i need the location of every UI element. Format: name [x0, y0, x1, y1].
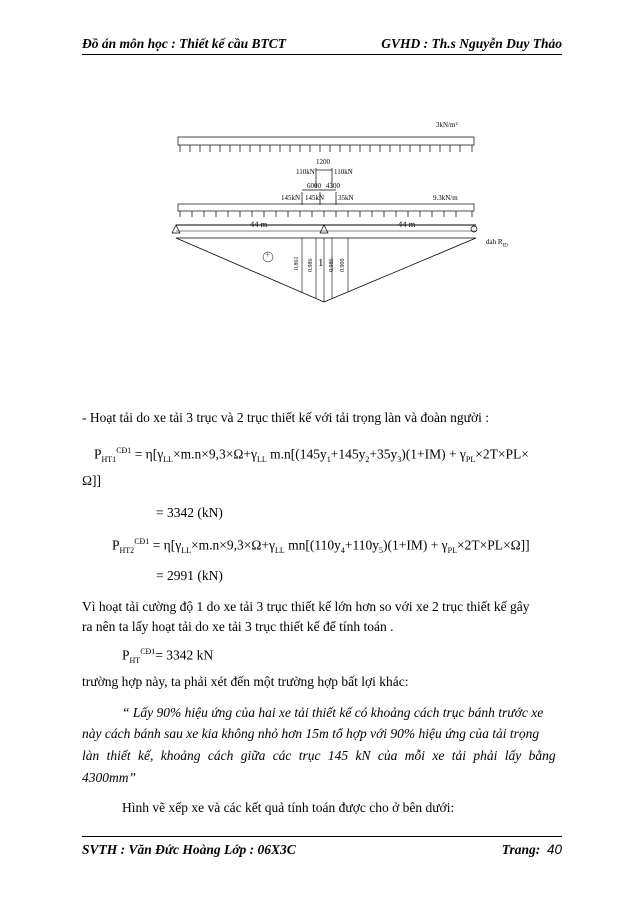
pedestrian-load-label: 3kN/m²: [436, 121, 458, 129]
result-p-ht2: = 2991 (kN): [156, 568, 223, 583]
ordinate-2-label: 0.986: [308, 258, 314, 272]
ordinate-5-label: 0.900: [340, 258, 346, 272]
influence-line-label: dah $R_{ID}$: [486, 238, 508, 249]
lane-load-arrows: [180, 211, 472, 217]
axle-35-label: 35kN: [338, 194, 354, 202]
intro-line: - Hoạt tải do xe tải 3 trục và 2 trục thiết kế với tải trọng làn và đoàn người :: [82, 410, 489, 425]
formula-p-ht: $P_{HT}^{CĐ1}= 3342$ kN: [122, 647, 214, 666]
quote-line-2: này cách bánh sau xe kia không nhỏ hơn 15m tổ hợp với 90% hiệu ứng của tải trọng: [82, 726, 540, 741]
middle-support: [320, 225, 328, 233]
paragraph-1-line-1: Vì hoạt tải cường độ 1 do xe tải 3 trục thiết kế lớn hơn so với xe 2 trục thiết kế gây: [82, 599, 530, 614]
formula-p-ht1-cont: Ω]]: [82, 473, 102, 488]
header-course-title: Đồ án môn học : Thiết kế cầu BTCT: [82, 36, 287, 51]
footer-student: SVTH : Văn Đức Hoàng Lớp : 06X3C: [82, 842, 296, 857]
quote-line-1: “ Lấy 90% hiệu ứng của hai xe tải thiết kế có khoảng cách trục bánh trước xe: [122, 705, 544, 720]
spacing-4300-label: 4300: [326, 182, 340, 190]
result-p-ht1: = 3342 (kN): [156, 505, 223, 520]
plus-sign: +: [265, 250, 271, 260]
tandem-right-label: 110kN: [334, 168, 353, 176]
page-number: 40: [546, 842, 562, 857]
figure-intro-line: Hình vẽ xếp xe và các kết quả tính toán được cho ở bên dưới:: [122, 800, 455, 815]
ordinate-4-label: 0.986: [329, 258, 335, 272]
header-instructor: GVHD : Th.s Nguyễn Duy Thảo: [381, 36, 562, 51]
left-support: [172, 225, 180, 233]
ordinate-3-label: 1: [318, 257, 324, 269]
lane-load-block: [178, 204, 474, 211]
span-left-label: 44 m: [250, 219, 268, 229]
influence-line: [176, 238, 476, 302]
axle-145b-label: 145kN: [305, 194, 325, 202]
quote-line-3: làn thiết kế, khoảng cách giữa các trục 145 kN của mỗi xe tải phải lấy bằng: [82, 748, 556, 763]
spacing-1200-label: 1200: [316, 158, 330, 166]
tandem-left-label: 110kN: [296, 168, 315, 176]
span-right-label: 44 m: [398, 219, 416, 229]
formula-p-ht1: $P_{HT1}^{CĐ1} = \eta[\gamma_{LL}\times m.n\times 9,3\times\Omega+\gamma_{LL}$ $m.n[(145y_1+145y_2+35y_3)(1+IM) + \gamma_{PL}\times 2T\times PL\times$: [94, 446, 529, 465]
paragraph-1-line-2: ra nên ta lấy hoạt tải do xe tải 3 trục thiết kế để tính toán .: [82, 619, 394, 634]
ordinate-1-label: 0.861: [294, 256, 300, 270]
axle-145a-label: 145kN: [281, 194, 301, 202]
page-footer: [82, 836, 562, 861]
pedestrian-load-arrows: [180, 145, 472, 152]
spacing-6000-label: 6000: [307, 182, 321, 190]
pedestrian-load-block: [178, 137, 474, 145]
paragraph-2: trường hợp này, ta phải xét đến một trường hợp bất lợi khác:: [82, 674, 409, 689]
lane-load-label: 9.3kN/m: [433, 194, 458, 202]
formula-p-ht2: $P_{HT2}^{CĐ1} = \eta[\gamma_{LL}\times m.n\times 9,3\times\Omega+\gamma_{LL}$ $mn[(110y_4+110y_5)(1+IM) + \gamma_{PL}\times 2T\times PL\times\Omega]$]: [112, 537, 530, 556]
footer-page: [502, 842, 562, 858]
page-label: Trang:: [501, 842, 541, 857]
quote-line-4: 4300mm”: [82, 770, 137, 785]
